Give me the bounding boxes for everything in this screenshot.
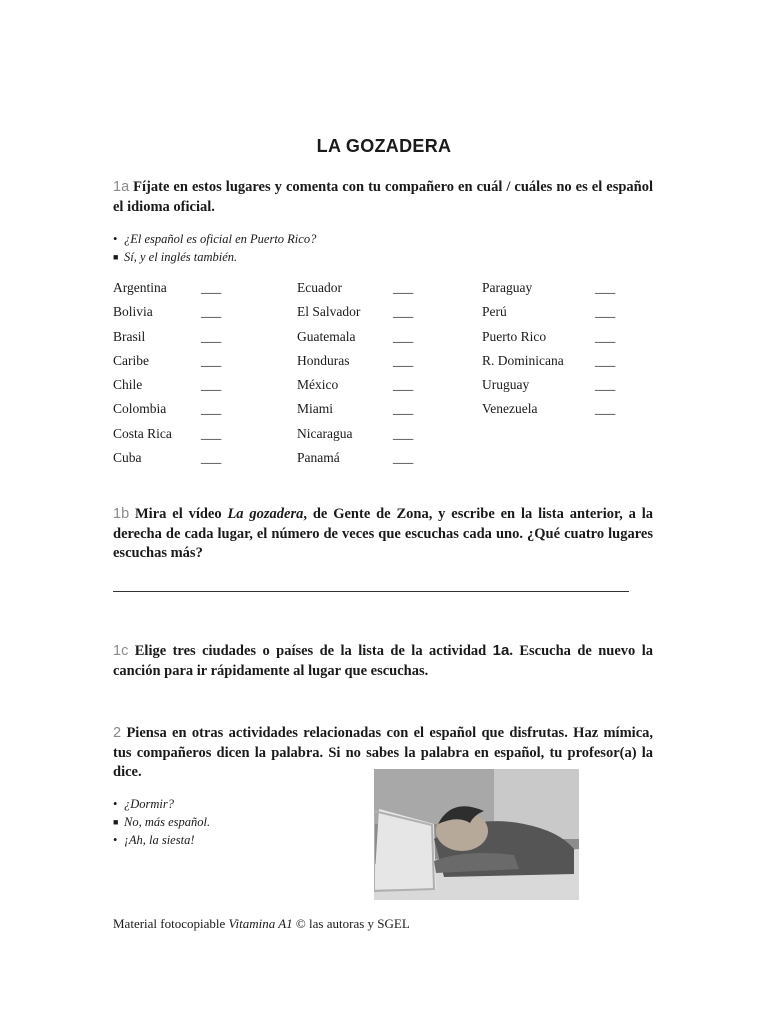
answer-blank[interactable]: ___ [201,280,222,295]
answer-blank[interactable]: ___ [393,328,414,344]
sleeping-man-illustration [374,769,579,900]
answer-blank[interactable]: ___ [595,280,616,295]
place-row: Honduras ___ [297,352,414,368]
answer-blank[interactable]: ___ [393,280,414,295]
place-row: Cuba ___ [113,450,222,466]
dialog-line: • ¡Ah, la siesta! [113,833,195,847]
answer-blank[interactable]: ___ [595,352,616,368]
place-row: México ___ [297,377,414,393]
answer-blank[interactable]: ___ [595,377,616,393]
place-row: Argentina ___ [113,280,222,295]
dialog-line: • ¿El español es oficial en Puerto Rico? [113,232,317,246]
answer-blank[interactable]: ___ [393,304,414,320]
place-row: Panamá ___ [297,450,414,466]
place-row: Perú ___ [482,304,616,320]
copyright-footer: Material fotocopiable Vitamina A1 © las autoras y SGEL [113,916,410,931]
video-title: La gozadera [227,506,304,522]
place-row: Colombia ___ [113,401,222,417]
dialog-line: ■ No, más español. [113,815,211,829]
place-row: Bolivia ___ [113,304,222,320]
place-row: Guatemala ___ [297,328,414,344]
activity-reference: 1a [492,642,510,659]
answer-blank[interactable]: ___ [393,425,414,441]
answer-blank[interactable]: ___ [393,450,414,466]
places-column-2 [297,280,414,474]
answer-blank[interactable]: ___ [393,401,414,417]
dialog-line: ■ Sí, y el inglés también. [113,250,238,264]
exercise-2-dialog [113,795,210,849]
answer-blank[interactable]: ___ [201,425,222,441]
answer-blank[interactable]: ___ [201,377,222,393]
places-column-3 [482,280,616,426]
place-row: Costa Rica ___ [113,425,222,441]
bullet-icon: • [113,232,118,246]
sleeping-man-photo [374,769,579,900]
place-row: Nicaragua ___ [297,425,414,441]
answer-blank[interactable]: ___ [595,328,616,344]
answer-blank[interactable]: ___ [201,304,222,320]
exercise-1a-number: 1a [113,179,130,195]
place-row: Venezuela ___ [482,401,616,417]
answer-blank[interactable]: ___ [201,450,222,466]
exercise-1a-dialog [113,230,316,266]
answer-line[interactable] [113,591,629,592]
square-bullet-icon: ■ [113,252,119,262]
exercise-2-instruction: 2 Piensa en otras actividades relacionadas con el español que disfrutas. Haz mímica, tus compañeros dicen la palabra. Si no sabes la palabra en español, tu profesor(a) la dice. [113,725,653,780]
place-row: Paraguay ___ [482,280,616,295]
place-row: Uruguay ___ [482,377,616,393]
place-row: Ecuador ___ [297,280,414,295]
exercise-1b-number: 1b [113,506,130,522]
page-title: LA GOZADERA [316,136,452,156]
place-row: Puerto Rico ___ [482,328,616,344]
place-row: R. Dominicana ___ [482,352,616,368]
answer-blank[interactable]: ___ [201,352,222,368]
answer-blank[interactable]: ___ [201,328,222,344]
exercise-2-number: 2 [113,725,122,741]
place-row: Caribe ___ [113,352,222,368]
place-row: Brasil ___ [113,328,222,344]
exercise-1c-number: 1c [113,643,129,659]
answer-blank[interactable]: ___ [393,377,414,393]
bullet-icon: • [113,797,118,811]
book-title: Vitamina A1 [228,916,293,931]
exercise-1b-instruction: 1b Mira el vídeo La gozadera, de Gente de Zona, y escribe en la lista anterior, a la derecha de cada lugar, el número de veces que escuchas cada uno. ¿Qué cuatro lugares escuchas más? [113,506,653,561]
dialog-line: • ¿Dormir? [113,797,175,811]
square-bullet-icon: ■ [113,817,119,827]
exercise-1a-text: Fíjate en estos lugares y comenta con tu compañero en cuál / cuáles no es el español el idioma oficial. [113,179,653,215]
place-row: Miami ___ [297,401,414,417]
exercise-1a-instruction [113,178,653,217]
answer-blank[interactable]: ___ [201,401,222,417]
places-column-1 [113,280,222,474]
place-row: El Salvador ___ [297,304,414,320]
place-row: Chile ___ [113,377,222,393]
exercise-1c-instruction: 1c Elige tres ciudades o países de la lista de la actividad 1a. Escucha de nuevo la canción para ir rápidamente al lugar que escuchas. [113,642,653,679]
answer-blank[interactable]: ___ [595,304,616,320]
bullet-icon: • [113,833,118,847]
answer-blank[interactable]: ___ [393,352,414,368]
answer-blank[interactable]: ___ [595,401,616,417]
